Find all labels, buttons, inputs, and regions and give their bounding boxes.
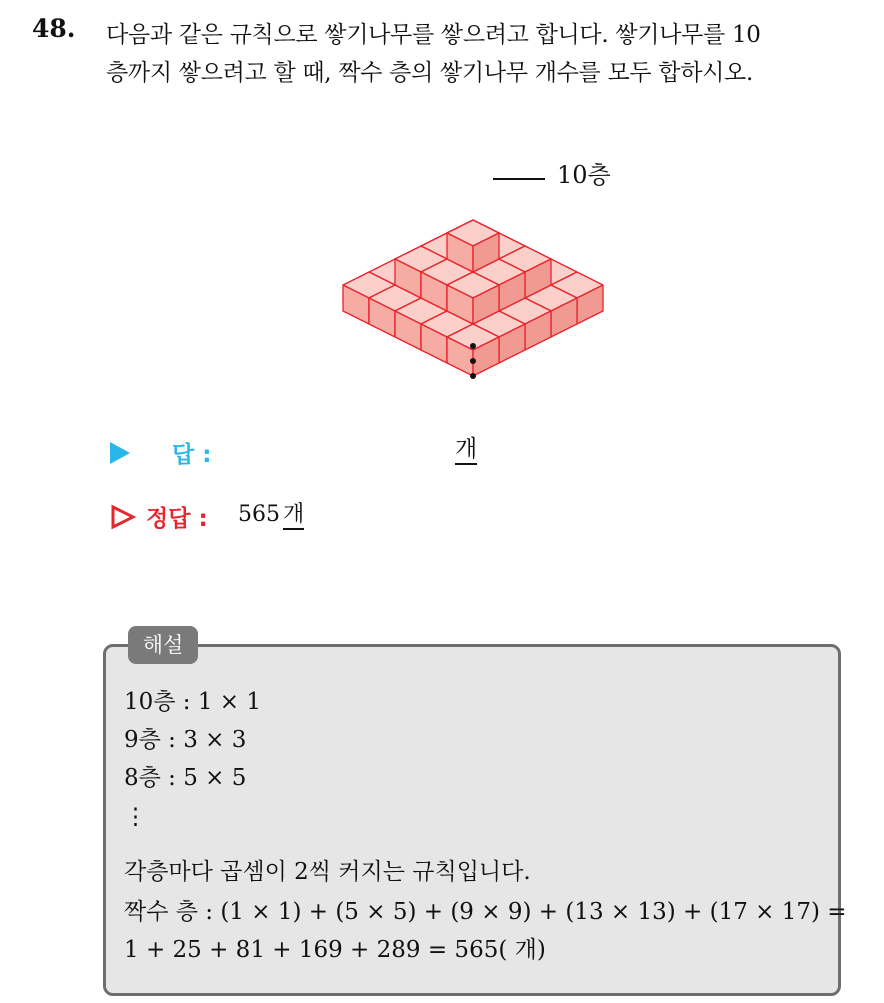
question-text-line-1: 다음과 같은 규칙으로 쌓기나무를 쌓으려고 합니다. 쌓기나무를 10	[106, 22, 761, 48]
solution-line: 9층 : 3 × 3	[124, 727, 247, 753]
answer-unit-blank[interactable]: 개	[455, 436, 477, 465]
solution-tab: 해설	[128, 626, 198, 664]
question-text-line-2: 층까지 쌓으려고 할 때, 짝수 층의 쌓기나무 개수를 모두 합하시오.	[106, 60, 753, 86]
correct-answer-unit: 개	[283, 502, 304, 530]
answer-row	[110, 436, 710, 470]
continuation-dot	[470, 373, 476, 379]
continuation-dot	[470, 343, 476, 349]
solution-line: 각층마다 곱셈이 2씩 커지는 규칙입니다.	[124, 859, 531, 885]
correct-answer-value: 565	[238, 502, 280, 527]
top-layer-label: 10층	[557, 161, 611, 189]
outline-triangle-icon	[110, 504, 136, 530]
solution-line: 1 + 25 + 81 + 169 + 289 = 565( 개)	[124, 937, 546, 963]
solution-line: 짝수 층 : (1 × 1) + (5 × 5) + (9 × 9) + (13 × 13) + (17 × 17) =	[124, 899, 847, 925]
correct-answer-row	[110, 502, 710, 536]
question-number: 48.	[32, 14, 76, 43]
solution-line: 10층 : 1 × 1	[124, 689, 262, 715]
solution-line-ellipsis: ⋮	[124, 804, 147, 830]
solution-line: 8층 : 5 × 5	[124, 765, 247, 791]
answer-label: 답 :	[172, 442, 212, 468]
play-triangle-icon	[110, 442, 130, 464]
correct-answer-label: 정답 :	[146, 506, 208, 532]
continuation-dot	[470, 358, 476, 364]
